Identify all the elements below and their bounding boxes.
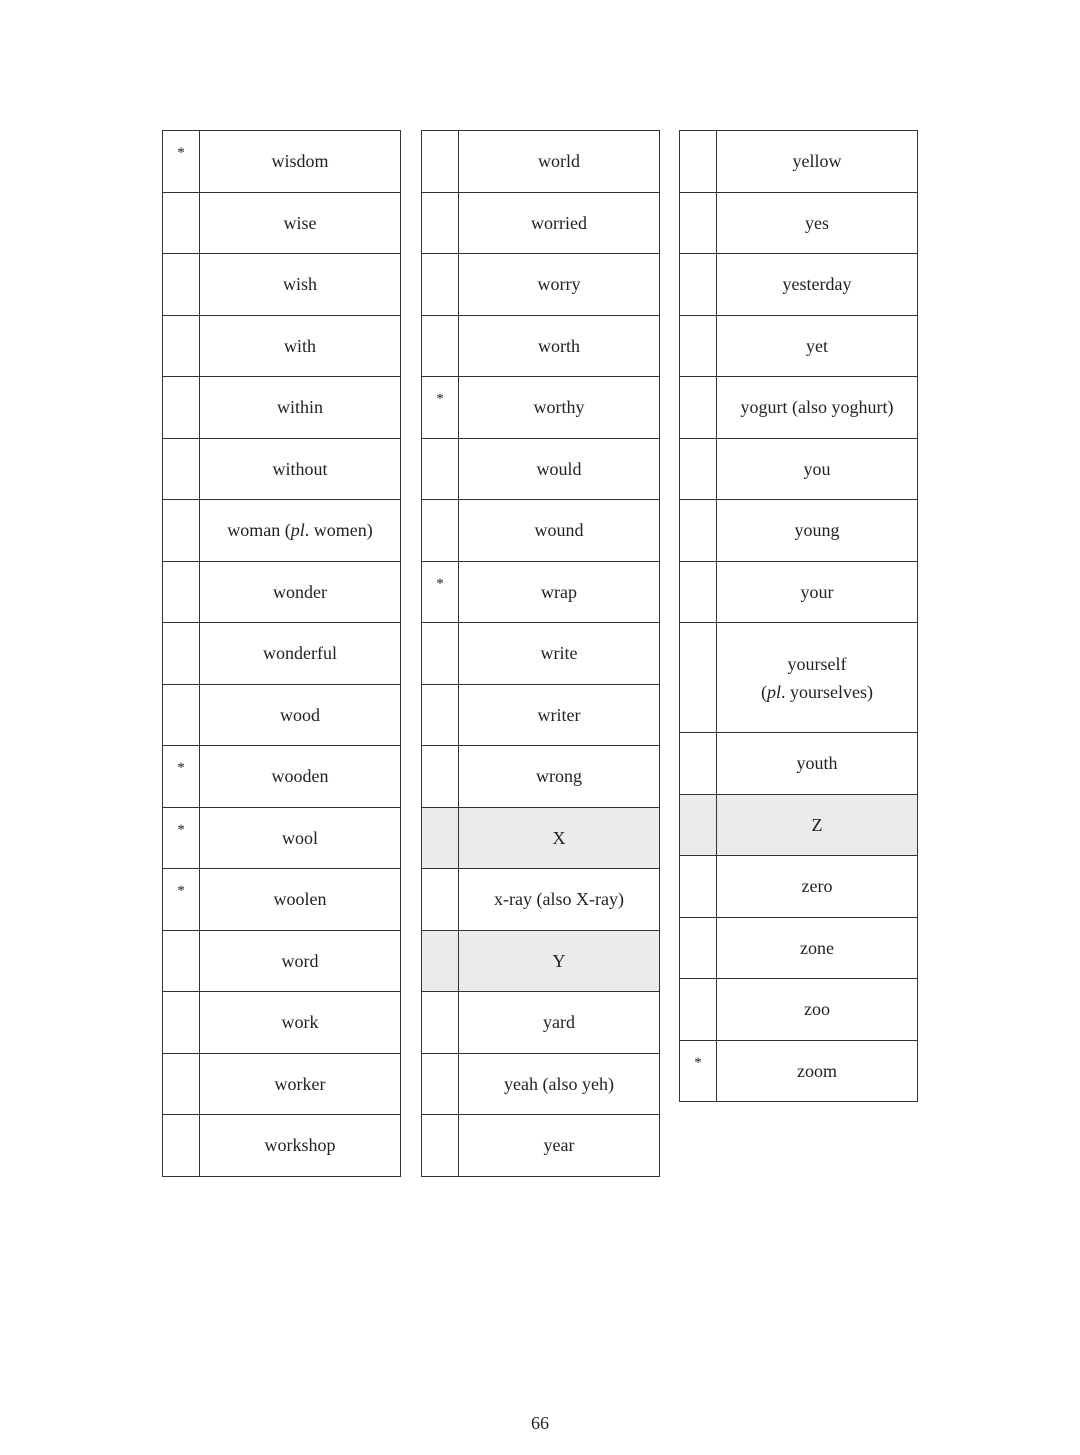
word-row — [422, 561, 660, 623]
word-cell: zoom — [717, 1040, 918, 1102]
star-mark-cell: * — [680, 1040, 717, 1102]
word-row — [163, 623, 401, 685]
star-mark-cell — [422, 869, 459, 931]
star-mark-cell — [680, 254, 717, 316]
word-cell: youth — [717, 733, 918, 795]
star-mark-cell — [680, 500, 717, 562]
star-mark-cell — [422, 438, 459, 500]
star-mark-cell — [680, 856, 717, 918]
word-row — [680, 917, 918, 979]
letter-header-row — [422, 807, 660, 869]
page-number: 66 — [531, 1413, 549, 1433]
star-mark-cell: * — [163, 869, 200, 931]
word-cell: worker — [200, 1053, 401, 1115]
word-row — [680, 377, 918, 439]
star-mark-cell — [163, 1115, 200, 1177]
star-mark-cell — [680, 438, 717, 500]
word-cell: zone — [717, 917, 918, 979]
word-row — [680, 315, 918, 377]
word-cell: zoo — [717, 979, 918, 1041]
word-row — [422, 131, 660, 193]
word-cell: wood — [200, 684, 401, 746]
word-row — [163, 131, 401, 193]
word-cell: with — [200, 315, 401, 377]
word-row — [422, 623, 660, 685]
word-row — [422, 254, 660, 316]
word-abbreviation: pl — [767, 681, 782, 702]
vocabulary-table-right — [679, 130, 918, 1102]
word-cell: without — [200, 438, 401, 500]
vocabulary-table-middle — [421, 130, 660, 1177]
letter-header-row — [422, 930, 660, 992]
word-text: woman ( — [227, 520, 291, 541]
word-cell: year — [459, 1115, 660, 1177]
word-row — [422, 500, 660, 562]
word-cell: young — [717, 500, 918, 562]
star-mark-cell: * — [163, 807, 200, 869]
word-cell: worthy — [459, 377, 660, 439]
word-row — [163, 869, 401, 931]
word-row — [163, 377, 401, 439]
star-mark-cell: * — [163, 131, 200, 193]
word-row — [422, 315, 660, 377]
word-cell: wooden — [200, 746, 401, 808]
word-row — [680, 438, 918, 500]
star-mark-cell — [422, 315, 459, 377]
word-text: yourself — [787, 653, 847, 674]
word-row — [163, 992, 401, 1054]
word-cell: wise — [200, 192, 401, 254]
star-mark-cell — [680, 561, 717, 623]
word-row — [163, 561, 401, 623]
letter-header-cell: X — [459, 807, 660, 869]
star-mark-cell — [163, 623, 200, 685]
word-cell: yes — [717, 192, 918, 254]
star-mark-cell — [163, 377, 200, 439]
star-mark-cell — [163, 192, 200, 254]
star-mark-cell — [163, 500, 200, 562]
word-cell: wrong — [459, 746, 660, 808]
word-cell: within — [200, 377, 401, 439]
star-mark-cell — [422, 746, 459, 808]
word-cell: you — [717, 438, 918, 500]
star-mark-cell — [680, 131, 717, 193]
star-mark-cell — [163, 684, 200, 746]
star-mark-cell — [422, 930, 459, 992]
word-row — [163, 1053, 401, 1115]
star-mark-cell — [680, 623, 717, 733]
word-cell: would — [459, 438, 660, 500]
word-cell: wound — [459, 500, 660, 562]
word-cell: woolen — [200, 869, 401, 931]
word-cell: zero — [717, 856, 918, 918]
star-mark-cell — [422, 131, 459, 193]
word-cell: world — [459, 131, 660, 193]
word-cell: yard — [459, 992, 660, 1054]
letter-header-cell: Z — [717, 794, 918, 856]
word-row — [422, 1115, 660, 1177]
word-cell: wonderful — [200, 623, 401, 685]
word-row — [680, 623, 918, 733]
star-mark-cell — [422, 254, 459, 316]
word-row — [163, 500, 401, 562]
word-row — [163, 807, 401, 869]
word-cell — [717, 623, 918, 733]
star-mark-cell — [422, 192, 459, 254]
word-cell: write — [459, 623, 660, 685]
star-mark-cell — [422, 684, 459, 746]
star-mark-cell: * — [422, 377, 459, 439]
word-row — [163, 192, 401, 254]
word-cell: word — [200, 930, 401, 992]
word-cell: workshop — [200, 1115, 401, 1177]
word-row — [163, 438, 401, 500]
star-mark-cell — [422, 623, 459, 685]
letter-header-cell: Y — [459, 930, 660, 992]
star-mark-cell — [680, 917, 717, 979]
star-mark-cell: * — [163, 746, 200, 808]
word-row — [163, 1115, 401, 1177]
word-row — [422, 684, 660, 746]
word-text: ( — [761, 681, 767, 702]
word-cell: wisdom — [200, 131, 401, 193]
word-cell: wonder — [200, 561, 401, 623]
word-row — [422, 438, 660, 500]
word-cell: yeah (also yeh) — [459, 1053, 660, 1115]
star-mark-cell — [422, 1053, 459, 1115]
star-mark-cell — [163, 438, 200, 500]
word-row — [422, 869, 660, 931]
star-mark-cell — [163, 1053, 200, 1115]
word-row — [422, 746, 660, 808]
word-cell: yogurt (also yoghurt) — [717, 377, 918, 439]
word-row — [680, 856, 918, 918]
word-text: . women) — [304, 520, 373, 541]
word-cell: yellow — [717, 131, 918, 193]
star-mark-cell — [422, 992, 459, 1054]
word-row — [680, 254, 918, 316]
word-row — [422, 1053, 660, 1115]
word-row — [680, 131, 918, 193]
vocabulary-table-left — [162, 130, 401, 1177]
word-cell: yesterday — [717, 254, 918, 316]
word-cell: worried — [459, 192, 660, 254]
word-cell: work — [200, 992, 401, 1054]
word-abbreviation: pl — [290, 520, 305, 541]
word-row — [422, 192, 660, 254]
star-mark-cell — [163, 315, 200, 377]
star-mark-cell — [680, 377, 717, 439]
word-row — [680, 733, 918, 795]
star-mark-cell: * — [422, 561, 459, 623]
word-row — [680, 500, 918, 562]
star-mark-cell — [680, 192, 717, 254]
star-mark-cell — [163, 930, 200, 992]
word-cell: writer — [459, 684, 660, 746]
word-cell: worry — [459, 254, 660, 316]
star-mark-cell — [163, 992, 200, 1054]
word-cell: wrap — [459, 561, 660, 623]
star-mark-cell — [422, 500, 459, 562]
word-cell: worth — [459, 315, 660, 377]
star-mark-cell — [422, 807, 459, 869]
word-row — [163, 254, 401, 316]
word-row — [163, 746, 401, 808]
word-cell: wool — [200, 807, 401, 869]
star-mark-cell — [680, 315, 717, 377]
word-row — [163, 684, 401, 746]
star-mark-cell — [163, 561, 200, 623]
word-row — [680, 1040, 918, 1102]
star-mark-cell — [680, 794, 717, 856]
word-row — [680, 979, 918, 1041]
word-cell: wish — [200, 254, 401, 316]
star-mark-cell — [422, 1115, 459, 1177]
word-text: . yourselves) — [781, 681, 873, 702]
word-row — [680, 561, 918, 623]
word-row — [163, 930, 401, 992]
word-cell: your — [717, 561, 918, 623]
star-mark-cell — [163, 254, 200, 316]
word-row — [422, 377, 660, 439]
word-row — [163, 315, 401, 377]
letter-header-row — [680, 794, 918, 856]
word-cell: x-ray (also X-ray) — [459, 869, 660, 931]
word-row — [680, 192, 918, 254]
word-cell: yet — [717, 315, 918, 377]
star-mark-cell — [680, 733, 717, 795]
word-cell — [200, 500, 401, 562]
star-mark-cell — [680, 979, 717, 1041]
word-row — [422, 992, 660, 1054]
